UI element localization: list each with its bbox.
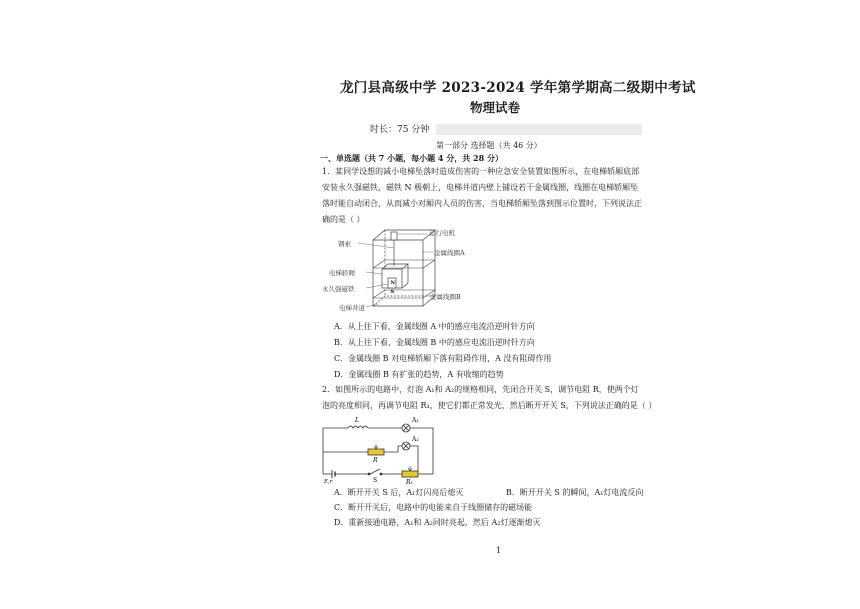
label-coil-b: 金属线圈B bbox=[430, 293, 461, 301]
exam-duration: 时长：75 分钟 bbox=[370, 125, 430, 135]
q1-line-3: 落时能自动闭合，从而减小对厢内人员的伤害，当电梯轿厢坠落到图示位置时，下列说法正 bbox=[322, 199, 642, 208]
q1-line-1: 1．某同学设想的减小电梯坠落时造成伤害的一种应急安全装置如图所示，在电梯轿厢底部 bbox=[322, 167, 640, 176]
q2-option-b: B．断开开关 S 的瞬间，A₁灯电流反向 bbox=[506, 488, 644, 497]
label-cable: 钢索 bbox=[338, 240, 351, 248]
battery-label: E,r bbox=[324, 479, 333, 485]
label-cabin: 电梯轿厢 bbox=[329, 269, 355, 277]
q1-option-a: A．从上往下看，金属线圈 A 中的感应电流沿逆时针方向 bbox=[334, 322, 535, 331]
q1-option-d: D．金属线圈 B 有扩张的趋势，A 有收缩的趋势 bbox=[334, 370, 504, 379]
magnet-north-label: N bbox=[390, 280, 396, 286]
lamp-a1-label: A₁ bbox=[412, 417, 419, 424]
exam-subject: 物理试卷 bbox=[470, 100, 521, 115]
section-heading: 一、单选题（共 7 小题，每小题 4 分，共 28 分） bbox=[320, 153, 503, 163]
q2-option-a: A．断开开关 S 后，A₁灯闪亮后熄灭 bbox=[334, 488, 464, 497]
q1-option-c: C．金属线圈 B 对电梯轿厢下落有阻碍作用，A 没有阻碍作用 bbox=[334, 354, 552, 363]
resistor-r1-label: R₁ bbox=[406, 479, 413, 486]
switch-label: S bbox=[373, 477, 378, 484]
q2-option-c: C．断开开关后，电路中的电能来自于线圈储存的磁场能 bbox=[334, 503, 533, 512]
q2-line-1: 2．如图所示的电路中，灯泡 A₁和 A₂的规格相同，先闭合开关 S，调节电阻 R，使两个灯 bbox=[322, 385, 639, 394]
label-magnet: 永久强磁铁 bbox=[322, 285, 355, 293]
q2-option-d: D．重新接通电路，A₁和 A₂同时亮起，然后 A₂灯逐渐熄灭 bbox=[334, 518, 541, 527]
resistor-r-label: R bbox=[373, 457, 378, 464]
q2-line-2: 泡的亮度相同，再调节电阻 R₁，使它们都正常发光，然后断开开关 S，下列说法正确的是（ ） bbox=[322, 401, 657, 410]
inductor-label: L bbox=[355, 417, 359, 424]
lamp-a2-label: A₂ bbox=[412, 436, 419, 443]
label-motor: 运行电机 bbox=[429, 229, 455, 237]
redaction-bar bbox=[436, 124, 642, 135]
q1-line-2: 安装永久强磁铁，磁铁 N 极朝上，电梯井道内壁上铺设若干金属线圈，线圈在电梯轿厢坠 bbox=[322, 183, 639, 192]
part-heading: 第一部分 选择题（共 46 分） bbox=[436, 141, 542, 150]
magnet-south-label: S bbox=[390, 289, 395, 295]
label-shaft: 电梯井道 bbox=[339, 304, 365, 312]
circuit-figure bbox=[318, 414, 443, 486]
page-number: 1 bbox=[496, 546, 502, 555]
q1-option-b: B．从上往下看，金属线圈 B 中的感应电流沿逆时针方向 bbox=[334, 338, 535, 347]
label-coil-a: 金属线圈A bbox=[434, 249, 465, 257]
exam-title: 龙门县高级中学 2023-2024 学年第学期高二级期中考试 bbox=[340, 80, 696, 96]
q1-line-4: 确的是（ ） bbox=[322, 215, 365, 224]
